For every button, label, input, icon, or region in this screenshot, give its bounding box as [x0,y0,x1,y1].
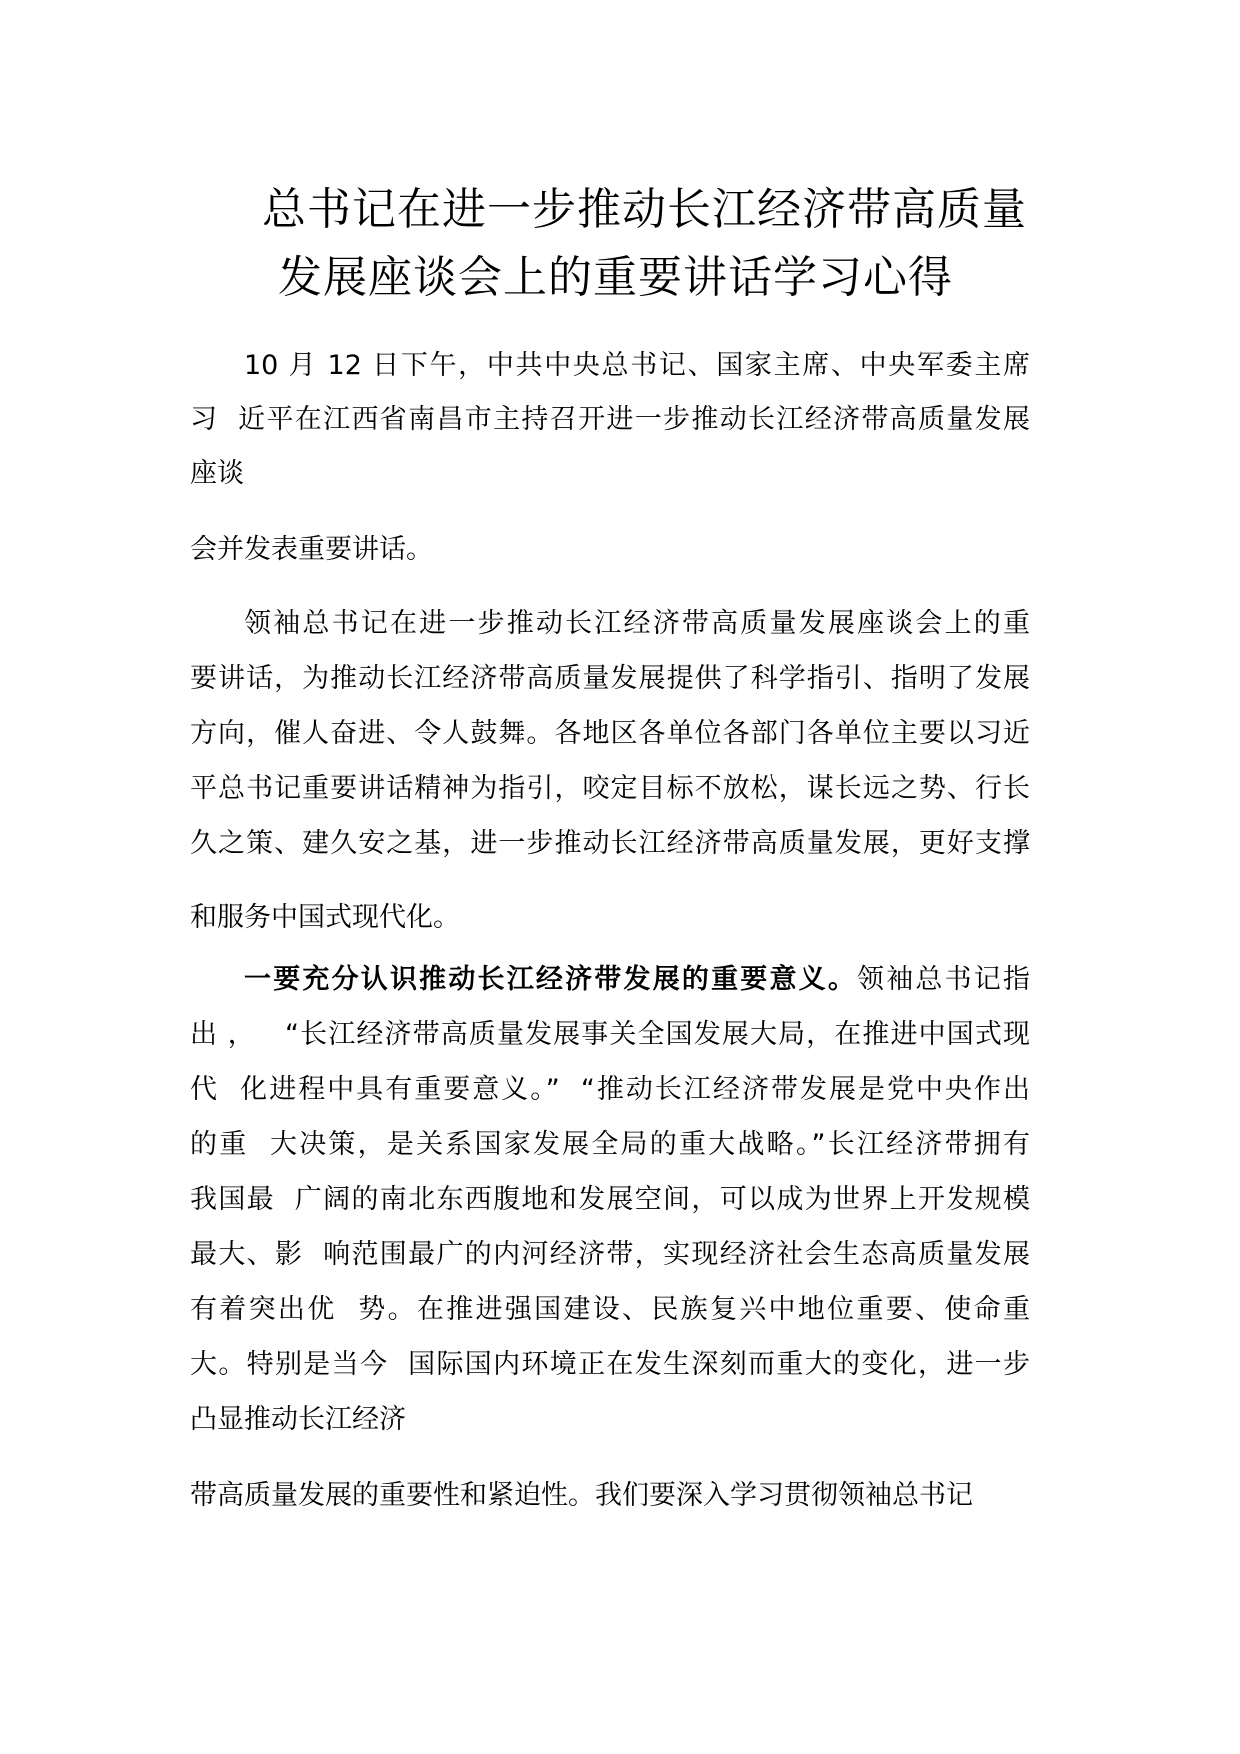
document-title-line-2: 发展座谈会上的重要讲话学习心得 [278,252,953,303]
paragraph-2-line-5: 久之策、建久安之基，进一步推动长江经济带高质量发展，更好支撑 [190,828,1030,859]
paragraph-3-line-6: 最大、影 响范围最广的内河经济带，实现经济社会生态高质量发展 [190,1239,1030,1270]
paragraph-3-line-8: 大。特别是当今 国际国内环境正在发生深刻而重大的变化，进一步 [190,1349,1030,1380]
paragraph-3-line-4: 的重 大决策，是关系国家发展全局的重大战略。”长江经济带拥有 [190,1129,1030,1160]
paragraph-1-line-3: 座谈 [190,458,244,489]
paragraph-2-line-6: 和服务中国式现代化。 [190,902,460,933]
paragraph-1-line-2: 习 近平在江西省南昌市主持召开进一步推动长江经济带高质量发展 [190,404,1030,435]
paragraph-3-line-10: 带高质量发展的重要性和紧迫性。我们要深入学习贯彻领袖总书记 [190,1480,973,1511]
paragraph-1-line-4: 会并发表重要讲话。 [190,534,433,565]
paragraph-3-line-7: 有着突出优 势。在推进强国建设、民族复兴中地位重要、使命重 [190,1294,1030,1325]
paragraph-2-line-4: 平总书记重要讲话精神为指引，咬定目标不放松，谋长远之势、行长 [190,773,1030,804]
paragraph-3-line-9: 凸显推动长江经济 [190,1404,406,1435]
paragraph-2-line-2: 要讲话，为推动长江经济带高质量发展提供了科学指引、指明了发展 [190,663,1030,694]
paragraph-1-line-1: 10 月 12 日下午，中共中央总书记、国家主席、中央军委主席 [244,350,1030,381]
paragraph-3-heading: 一要充分认识推动长江经济带发展的重要意义。 [244,964,858,995]
paragraph-3-line-1 [244,960,1030,1000]
paragraph-3-lead-text: 领袖总书记指 [857,964,1031,995]
paragraph-3-line-2: 出 ， “长江经济带高质量发展事关全国发展大局，在推进中国式现 [190,1019,1030,1050]
paragraph-2-line-1: 领袖总书记在进一步推动长江经济带高质量发展座谈会上的重 [244,608,1030,639]
paragraph-3-line-3: 代 化进程中具有重要意义。” “推动长江经济带发展是党中央作出 [190,1074,1030,1105]
document-title-line-1: 总书记在进一步推动长江经济带高质量 [262,184,1027,235]
paragraph-3-line-5: 我国最 广阔的南北东西腹地和发展空间，可以成为世界上开发规模 [190,1184,1030,1215]
paragraph-2-line-3: 方向，催人奋进、令人鼓舞。各地区各单位各部门各单位主要以习近 [190,718,1030,749]
